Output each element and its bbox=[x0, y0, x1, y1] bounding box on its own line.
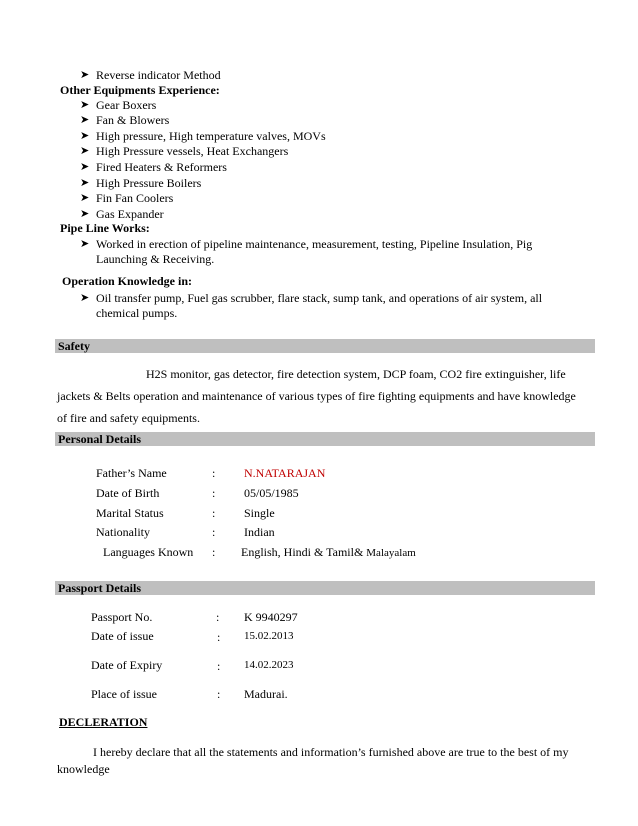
languages-main: English, Hindi & Tamil& bbox=[241, 545, 364, 559]
field-separator: : bbox=[217, 630, 221, 644]
list-item-continuation: chemical pumps. bbox=[96, 306, 178, 320]
field-label: Date of issue bbox=[91, 629, 154, 643]
list-item-text: Fan & Blowers bbox=[96, 113, 170, 127]
field-value-date-of-expiry: 14.02.2023 bbox=[244, 659, 294, 671]
section-heading-pipe-line: Pipe Line Works: bbox=[60, 221, 150, 235]
section-bar-personal-details: Personal Details bbox=[55, 432, 595, 446]
field-value-fathers-name: N.NATARAJAN bbox=[244, 466, 326, 480]
list-item-continuation: Launching & Receiving. bbox=[96, 252, 215, 266]
section-bar-passport-details: Passport Details bbox=[55, 581, 595, 595]
list-item-text: Oil transfer pump, Fuel gas scrubber, flare stack, sump tank, and operations of air system, all bbox=[96, 291, 543, 305]
list-item-text: High Pressure Boilers bbox=[96, 176, 202, 190]
languages-extra: Malayalam bbox=[366, 547, 416, 559]
list-item-text: High pressure, High temperature valves, MOVs bbox=[96, 129, 326, 143]
field-value-passport-no: K 9940297 bbox=[244, 610, 298, 624]
arrowhead-bullet-icon: ➤ bbox=[80, 208, 90, 220]
list-item-text: Fired Heaters & Reformers bbox=[96, 160, 227, 174]
field-value-place-of-issue: Madurai. bbox=[244, 687, 288, 701]
section-heading-operation: Operation Knowledge in: bbox=[62, 274, 193, 288]
list-item-text: Worked in erection of pipeline maintenance, measurement, testing, Pipeline Insulation, Pig bbox=[96, 237, 533, 251]
declaration-text-line1: I hereby declare that all the statements and information’s furnished above are true to the best of my bbox=[93, 745, 569, 759]
arrowhead-bullet-icon: ➤ bbox=[80, 130, 90, 142]
arrowhead-bullet-icon: ➤ bbox=[80, 177, 90, 189]
field-separator: : bbox=[212, 525, 216, 539]
arrowhead-bullet-icon: ➤ bbox=[80, 145, 90, 157]
list-item-text: Gear Boxers bbox=[96, 98, 157, 112]
field-label: Place of issue bbox=[91, 687, 157, 701]
field-separator: : bbox=[217, 687, 221, 701]
field-separator: : bbox=[212, 545, 216, 559]
list-item-text: Gas Expander bbox=[96, 207, 164, 221]
section-heading-other-equipments: Other Equipments Experience: bbox=[60, 83, 220, 97]
safety-text-line3: of fire and safety equipments. bbox=[57, 411, 200, 425]
field-value-date-of-issue: 15.02.2013 bbox=[244, 630, 294, 642]
field-label: Father’s Name bbox=[96, 466, 167, 480]
list-item-text: Fin Fan Coolers bbox=[96, 191, 174, 205]
field-label: Date of Expiry bbox=[91, 658, 163, 672]
declaration-text-line2: knowledge bbox=[57, 762, 110, 776]
arrowhead-bullet-icon: ➤ bbox=[80, 238, 90, 250]
field-label: Passport No. bbox=[91, 610, 153, 624]
field-separator: : bbox=[212, 506, 216, 520]
safety-text-line2: jackets & Belts operation and maintenance of various types of fire fighting equipments and have knowledge bbox=[57, 389, 576, 403]
safety-text-line1: H2S monitor, gas detector, fire detection system, DCP foam, CO2 fire extinguisher, life bbox=[146, 367, 566, 381]
list-item-text: Reverse indicator Method bbox=[96, 68, 221, 82]
arrowhead-bullet-icon: ➤ bbox=[80, 114, 90, 126]
list-item-text: High Pressure vessels, Heat Exchangers bbox=[96, 144, 289, 158]
arrowhead-bullet-icon: ➤ bbox=[80, 192, 90, 204]
field-label: Date of Birth bbox=[96, 486, 160, 500]
declaration-heading: DECLERATION bbox=[59, 715, 148, 729]
field-separator: : bbox=[212, 466, 216, 480]
field-label: Nationality bbox=[96, 525, 150, 539]
arrowhead-bullet-icon: ➤ bbox=[80, 99, 90, 111]
field-separator: : bbox=[217, 659, 221, 673]
field-separator: : bbox=[216, 610, 220, 624]
arrowhead-bullet-icon: ➤ bbox=[80, 292, 90, 304]
field-value-marital-status: Single bbox=[244, 506, 275, 520]
field-label: Languages Known bbox=[103, 545, 194, 559]
field-value-date-of-birth: 05/05/1985 bbox=[244, 486, 299, 500]
section-bar-safety: Safety bbox=[55, 339, 595, 353]
arrowhead-bullet-icon: ➤ bbox=[80, 69, 90, 81]
arrowhead-bullet-icon: ➤ bbox=[80, 161, 90, 173]
field-value-nationality: Indian bbox=[244, 525, 275, 539]
field-label: Marital Status bbox=[96, 506, 164, 520]
field-value-languages bbox=[241, 545, 416, 560]
field-separator: : bbox=[212, 486, 216, 500]
